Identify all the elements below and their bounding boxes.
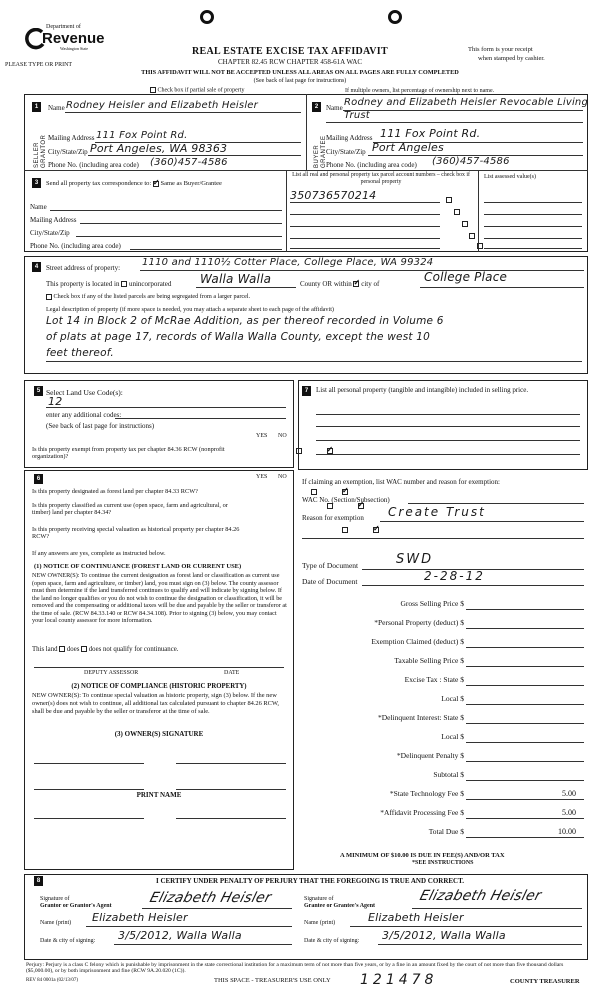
historical-no-checkbox[interactable] — [373, 527, 379, 533]
grantee-date: 3/5/2012, Walla Walla — [382, 929, 506, 942]
does-checkbox[interactable] — [59, 646, 65, 652]
tax-row-label: Gross Selling Price $ — [400, 599, 464, 608]
corr-address-label: Mailing Address — [30, 216, 77, 224]
section-5-badge: 5 — [34, 386, 43, 396]
partial-sale-checkbox[interactable] — [150, 87, 156, 93]
corr-name-label: Name — [30, 203, 47, 211]
seller-address-label: Mailing Address — [48, 134, 95, 142]
seller-name-label: Name — [48, 104, 65, 112]
land-use-no: NO — [278, 433, 287, 439]
grantor-date: 3/5/2012, Walla Walla — [118, 929, 242, 942]
please-type: PLEASE TYPE OR PRINT — [5, 62, 73, 68]
additional-codes: enter any additional codes: — [46, 411, 122, 419]
seller-address: 111 Fox Point Rd. — [96, 130, 188, 141]
grantee-name-label: Name (print) — [304, 920, 336, 926]
unincorporated-checkbox[interactable] — [121, 281, 127, 287]
section-3-badge: 3 — [32, 178, 41, 188]
tax-row — [300, 600, 584, 612]
punch-hole-left — [200, 10, 214, 24]
seller-phone-label: Phone No. (including area code) — [48, 161, 139, 169]
dept-line3: Washington State — [60, 46, 89, 51]
buyer-address: 111 Fox Point Rd. — [380, 127, 481, 140]
legal-line2: of plats at page 17, records of Walla Walla County, except the west 10 — [46, 331, 430, 343]
current-use-yes-checkbox[interactable] — [327, 503, 333, 509]
buyer-side-label: BUYER GRANTEE — [314, 135, 327, 168]
buyer-name2: Trust — [344, 110, 370, 121]
certify-line: I CERTIFY UNDER PENALTY OF PERJURY THAT THE FOREGOING IS TRUE AND CORRECT. — [155, 877, 464, 885]
land-use-yes: YES — [256, 433, 268, 439]
buyer-phone-label: Phone No. (including area code) — [326, 161, 417, 169]
grantor-sig-label1: Signature of — [40, 896, 70, 902]
owners-signature: (3) OWNER(S) SIGNATURE — [114, 730, 204, 738]
see-back: (See back of last page for instructions) — [253, 78, 347, 84]
section-6-badge: 6 — [34, 474, 43, 484]
legal-label: Legal description of property (if more space is needed, you may attach a separate sheet to each page of the affidavit) — [46, 306, 334, 313]
grantee-signature: Elizabeth Heisler — [417, 888, 544, 904]
buyer-phone: (360)457-4586 — [432, 156, 510, 167]
tax-row-label: Excise Tax : State $ — [404, 675, 464, 684]
grantee-sig-label1: Signature of — [304, 896, 334, 902]
parcel-checkbox-3[interactable] — [462, 221, 468, 227]
section-1-badge: 1 — [32, 102, 41, 112]
doc-type: SWD — [396, 552, 434, 567]
forest-question: Is this property designated as forest land per chapter 84.33 RCW? — [32, 488, 198, 495]
form-chapters: CHAPTER 82.45 RCW CHAPTER 458-61A WAC — [217, 58, 363, 66]
tax-row-value: 5.00 — [562, 808, 576, 817]
seller-side-label: SELLER GRANTOR — [34, 134, 47, 168]
doc-date-label: Date of Document — [302, 577, 358, 586]
section-2-badge: 2 — [312, 102, 321, 112]
seller-phone: (360)457-4586 — [150, 157, 228, 168]
legal-line1: Lot 14 in Block 2 of McRae Addition, as per thereof recorded in Volume 6 — [46, 315, 444, 327]
county-treasurer: COUNTY TREASURER — [510, 978, 580, 985]
located-line: This property is located in unincorporated — [46, 280, 172, 288]
current-use-question: Is this property classified as current use (open space, farm and agricultural, or timber) land per chapter 84.34? — [32, 502, 228, 517]
historical-question: Is this property receiving special valuation as historical property per chapter 84.26 RCW? — [32, 526, 240, 541]
tax-row-label: *State Technology Fee $ — [389, 789, 464, 798]
warning-line: THIS AFFIDAVIT WILL NOT BE ACCEPTED UNLESS ALL AREAS ON ALL PAGES ARE FULLY COMPLETED — [141, 69, 459, 76]
perjury-note: Perjury: Perjury is a class C felony which is punishable by imprisonment in the state correctional institution for a maximum term of not more than five years, or by a fine in an amount fixed by the court of not more than five thousand dollars ($5,000.00), or by both imprisonment and fine (RCW 9A.20.020 (1C)). — [26, 962, 564, 975]
dept-line2: Revenue — [42, 30, 105, 47]
does-not-checkbox[interactable] — [81, 646, 87, 652]
grantee-name: Elizabeth Heisler — [368, 911, 464, 924]
personal-property-label: List all personal property (tangible and intangible) included in selling price. — [316, 386, 529, 394]
forest-yes-checkbox[interactable] — [311, 489, 317, 495]
tax-row — [300, 657, 584, 669]
corr-city-label: City/State/Zip — [30, 229, 70, 237]
notice1-title: (1) NOTICE OF CONTINUANCE (FOREST LAND OR CURRENT USE) — [34, 563, 242, 570]
doc-date: 2-28-12 — [424, 569, 485, 583]
parcels-header: List all real and personal property tax parcel account numbers – check box if personal property — [292, 172, 470, 185]
parcel-checkbox-5[interactable] — [477, 243, 483, 249]
current-use-no-checkbox[interactable] — [358, 503, 364, 509]
tax-row-label: *Delinquent Penalty $ — [396, 751, 464, 760]
exempt-question: Is this property exempt from property tax per chapter 84.36 RCW (nonprofit organization)? — [32, 446, 225, 461]
street-address: 1110 and 1110½ Cotter Place, College Place, WA 99324 — [142, 257, 434, 268]
assessed-header: List assessed value(s) — [484, 174, 536, 180]
tax-row — [300, 790, 584, 802]
parties-divider — [306, 94, 307, 170]
receipt-number: 121478 — [360, 972, 438, 988]
continuance-line: This land does does not qualify for continuance. — [32, 646, 179, 653]
tax-row — [300, 638, 584, 650]
grantor-sig-label2: Grantor or Grantor's Agent — [40, 903, 112, 909]
grantor-date-label: Date & city of signing: — [40, 938, 96, 944]
tax-row-label: Taxable Selling Price $ — [394, 656, 464, 665]
section-4-badge: 4 — [32, 262, 41, 272]
segregated-checkbox[interactable] — [46, 294, 52, 300]
see-instructions: *SEE INSTRUCTIONS — [412, 860, 474, 866]
historical-yes-checkbox[interactable] — [342, 527, 348, 533]
section-7-badge: 7 — [302, 386, 311, 396]
same-as-buyer-checkbox[interactable] — [153, 181, 159, 187]
buyer-address-label: Mailing Address — [326, 134, 373, 142]
city-of-checkbox[interactable] — [353, 281, 359, 287]
tax-row-label: Subtotal $ — [433, 770, 464, 779]
buyer-city-label: City/State/Zip — [326, 148, 366, 156]
parcel-checkbox-4[interactable] — [469, 233, 475, 239]
multiple-owners-note: If multiple owners, list percentage of ownership next to name. — [345, 88, 495, 94]
tax-row-label: Exemption Claimed (deduct) $ — [371, 637, 464, 646]
section-8-badge: 8 — [34, 876, 43, 886]
parties-hline — [24, 170, 588, 171]
deputy-assessor: DEPUTY ASSESSOR — [84, 670, 139, 676]
city-name: College Place — [424, 270, 508, 284]
tax-row-label: *Personal Property (deduct) $ — [374, 618, 464, 627]
grantee-date-label: Date & city of signing: — [304, 938, 360, 944]
tax-row — [300, 676, 584, 688]
grantor-name: Elizabeth Heisler — [92, 911, 188, 924]
reason-label: Reason for exemption — [302, 514, 364, 522]
wac-label: WAC No. (Section/Subsection) — [302, 496, 390, 504]
seller-city-label: City/State/Zip — [48, 148, 88, 156]
tax-row — [300, 619, 584, 631]
tax-row-value: 5.00 — [562, 789, 576, 798]
grantor-name-label: Name (print) — [40, 920, 72, 926]
land-use-label: Select Land Use Code(s): — [46, 388, 123, 397]
minimum-note: A MINIMUM OF $10.00 IS DUE IN FEE(S) AND/OR TAX — [340, 852, 505, 859]
land-use-code: 12 — [48, 395, 63, 408]
notice2-title: (2) NOTICE OF COMPLIANCE (HISTORIC PROPERTY) — [71, 683, 247, 690]
tax-row-label: *Affidavit Processing Fee $ — [380, 808, 464, 817]
tax-row-label: Local $ — [441, 694, 464, 703]
partial-sale[interactable]: Check box if partial sale of property — [150, 87, 244, 94]
exemption-label: If claiming an exemption, list WAC number and reason for exemption: — [302, 478, 500, 486]
rev-number: REV 84 0001a (02/13/07) — [26, 978, 78, 983]
if-yes-note: If any answers are yes, complete as instructed below. — [32, 550, 166, 557]
doc-type-label: Type of Document — [302, 561, 359, 570]
county-or-within: County OR within ✓ city of — [300, 280, 379, 288]
s6-no: NO — [278, 474, 287, 480]
receipt-note2: when stamped by cashier. — [478, 55, 545, 62]
segregated-line: Check box if any of the listed parcels are being segregated from a larger parcel. — [46, 293, 250, 300]
punch-hole-right — [388, 10, 402, 24]
treasurer-space: THIS SPACE - TREASURER'S USE ONLY — [214, 977, 331, 984]
tax-row — [300, 809, 584, 821]
print-name: PRINT NAME — [136, 791, 182, 799]
tax-row — [300, 828, 584, 840]
receipt-note1: This form is your receipt — [468, 46, 533, 53]
deputy-date: DATE — [224, 670, 240, 676]
land-use-see-back: (See back of last page for instructions) — [46, 422, 155, 430]
buyer-city: Port Angeles — [372, 141, 444, 154]
s6-yes: YES — [256, 474, 268, 480]
tax-row — [300, 733, 584, 745]
seller-city: Port Angeles, WA 98363 — [90, 142, 228, 155]
dept-line1: Department of — [46, 24, 81, 30]
tax-row — [300, 714, 584, 726]
seller-name: Rodney Heisler and Elizabeth Heisler — [66, 100, 258, 111]
correspondence-label: Send all property tax correspondence to: ✓ Same as Buyer/Grantee — [46, 180, 222, 187]
grantor-signature: Elizabeth Heisler — [147, 890, 274, 906]
forest-no-checkbox[interactable] — [342, 489, 348, 495]
notice1-body: NEW OWNER(S): To continue the current designation as forest land or classification as current use (open space, farm and agriculture, or timber) land, you must sign on (3) below. The county assessor must then determine if the land transferred continues to qualify and will indicate by signing below. If the land no longer qualifies or you do not wish to continue the designation or classification, it will be removed and the compensating or additional taxes will be due and payable by the seller or transferor at the time of sale. (RCW 84.33.140 or RCW 84.34.108). Prior to signing (3) below, you may contact your local county assessor for more information. — [32, 572, 287, 625]
buyer-name-label: Name — [326, 104, 343, 112]
county-name: Walla Walla — [200, 272, 272, 286]
buyer-name: Rodney and Elizabeth Heisler Revocable Living — [344, 97, 589, 108]
corr-phone-label: Phone No. (including area code) — [30, 242, 121, 250]
tax-row — [300, 695, 584, 707]
street-label: Street address of property: — [46, 264, 121, 272]
tax-row — [300, 771, 584, 783]
tax-row-label: *Delinquent Interest: State $ — [377, 713, 464, 722]
parcel-number: 350736570214 — [290, 189, 377, 202]
form-title: REAL ESTATE EXCISE TAX AFFIDAVIT — [192, 46, 388, 57]
tax-row-label: Local $ — [441, 732, 464, 741]
legal-line3: feet thereof. — [46, 347, 114, 359]
tax-row-label: Total Due $ — [428, 827, 464, 836]
notice2-body: NEW OWNER(S): To continue special valuation as historic property, sign (3) below. If the new owner(s) does not wish to continue, all additional tax calculated pursuant to chapter 84.26 RCW, shall be due and payable by the seller or transferor at the time of sale. — [32, 692, 279, 715]
grantee-sig-label2: Grantee or Grantee's Agent — [304, 903, 376, 909]
exemption-reason: Create Trust — [388, 505, 486, 519]
revenue-logo — [24, 22, 114, 62]
parcel-checkbox-1[interactable] — [446, 197, 452, 203]
tax-row — [300, 752, 584, 764]
tax-row-value: 10.00 — [558, 827, 576, 836]
parcel-checkbox-2[interactable] — [454, 209, 460, 215]
